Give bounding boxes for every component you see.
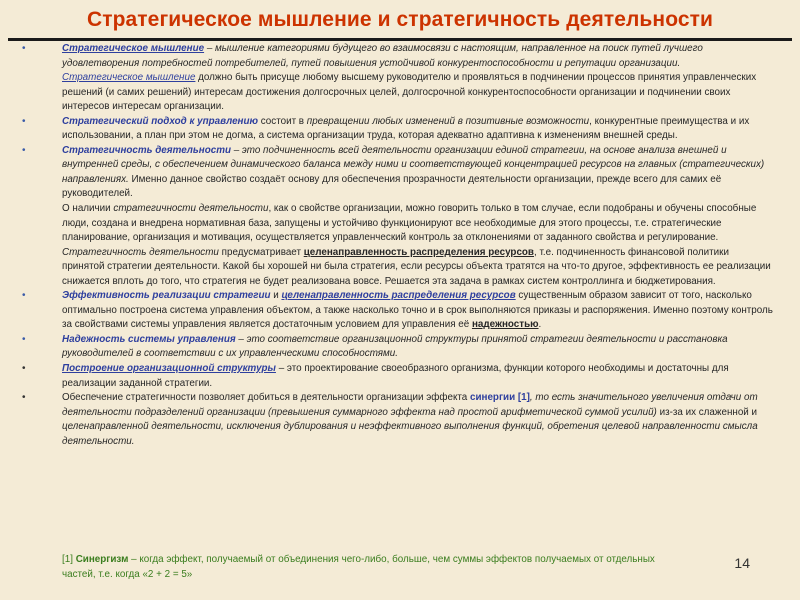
term: Стратегичность деятельности <box>62 144 231 156</box>
definition: – это соответствие организационной структуры принятой стратегии деятельности и расстановка руководителей в соответствии с их управленческими способностями. <box>62 333 728 360</box>
text: О наличии <box>62 203 114 215</box>
paragraph <box>62 333 774 362</box>
paragraph <box>62 391 774 449</box>
text: превращении любых изменений в позитивные возможности <box>306 115 590 127</box>
term: Стратегический подход к управлению <box>62 115 259 127</box>
term: Построение организационной структуры <box>62 363 276 375</box>
bullet-icon: • <box>22 115 26 127</box>
bullet-icon: • <box>22 333 26 345</box>
text: целенаправленность распределения ресурсов <box>303 246 534 258</box>
paragraph <box>62 115 774 144</box>
footnote-text: – когда эффект, получаемый от объединения чего-либо, больше, чем суммы эффектов получаемых от отдельных частей, т.е. когда «2 + 2 = 5» <box>62 554 655 580</box>
text: предусматривает <box>218 246 304 258</box>
bullet-icon: • <box>22 290 26 302</box>
text: Стратегичность деятельности <box>62 246 219 258</box>
text: состоит в <box>258 115 307 127</box>
text: – это проектирование своеобразного организма, функции которого необходимы и достаточны для реализации заданной стратегии. <box>62 363 729 389</box>
footnote-ref: [1] <box>62 554 76 565</box>
bullet-icon: • <box>22 363 26 375</box>
list-item <box>22 115 774 144</box>
bullet-icon: • <box>22 392 26 404</box>
list-item <box>22 144 774 289</box>
paragraph <box>62 71 774 115</box>
text: должно быть присуще любому высшему руководителю и проявляться в подчинении процессов принятия управленческих решений (и самих решений) интересам достижения долгосрочных целей, долгосрочной конкурентоспособности организации и подчинении своих интересов интересам организации. <box>62 72 757 113</box>
term: Стратегическое мышление <box>62 72 196 84</box>
title-divider <box>8 38 792 41</box>
text: , как о свойстве организации, можно говорить только в том случае, если подобраны и обучены способные люди, создана и внедрена нормативная база, запущены и устойчиво функционируют все необходимые для этого процессы, т.е. стратегические планирование, организация и мотивация, осуществляется управленческий контроль за отклонениями от заданного свойства и регулирование. <box>62 203 757 244</box>
term: целенаправленность распределения ресурсов <box>281 290 516 302</box>
definition: – это подчиненность всей деятельности организации единой стратегии, на основе анализа внешней и внутренней среды, с обеспечением динамического баланса между ними и соответствующей концентрацией ресурсов на главных (стратегических) направлениях. <box>62 144 765 185</box>
paragraph <box>62 144 774 202</box>
text: из-за их слаженной и <box>656 406 758 418</box>
paragraph <box>62 289 774 333</box>
paragraph <box>62 246 774 290</box>
footnote <box>62 553 682 582</box>
list-item <box>22 362 774 391</box>
list-item <box>22 42 774 115</box>
bullet-icon: • <box>22 144 26 156</box>
text: Именно данное свойство создаёт основу для обеспечения прозрачности деятельности организации, прежде всего для самих её руководителей. <box>62 173 722 200</box>
text: целенаправленной деятельности, исключения дублирования и неэффективного выполнения функций, обретения целевой направленности смысла деятельности. <box>62 421 758 447</box>
page-number: 14 <box>734 555 750 571</box>
paragraph <box>62 362 774 391</box>
text: существенным образом зависит от того, насколько оптимально построена система управления объектом, а также насколько точно и в срок выполняются приказы и распоряжения. Именно поэтому контроль за свойствами системы управления является достаточным условием для управления её <box>62 290 773 331</box>
text: синергии [1] <box>469 392 530 404</box>
text: надежностью <box>471 319 539 331</box>
term: Надежность системы управления <box>62 333 236 345</box>
footnote-term: Синергизм <box>75 554 129 565</box>
paragraph <box>62 42 774 71</box>
term: Эффективность реализации стратегии <box>62 290 271 302</box>
paragraph <box>62 202 774 246</box>
text: стратегичности деятельности <box>113 203 269 215</box>
text: и <box>270 290 282 302</box>
list-item <box>22 391 774 449</box>
text: Обеспечение стратегичности позволяет добиться в деятельности организации эффекта <box>62 392 470 404</box>
text: , т.е. подчиненность финансовой политики принятой стратегии деятельности. Какой бы хорошей ни была стратегия, если ресурсы объекта тратятся на что-то другое, эффективность ее реализации снижается вплоть до того, что стратегия не будет реализована вовсе. Решается эта задача в рамках систем контроллинга и бюджетирования. <box>62 246 771 287</box>
list-item <box>22 289 774 333</box>
term: Стратегическое мышление <box>62 43 205 54</box>
text: , то есть значительного увеличения отдачи от деятельности подразделений организации (превышения суммарного эффекта над простой арифметической суммой усилий) <box>62 392 758 418</box>
bullet-list <box>22 42 774 449</box>
bullet-icon: • <box>22 43 26 54</box>
text: , конкурентные преимущества и их использовании, а план при этом не догма, а система организации труда, которая адекватно адаптивна к изменениям внешней среды. <box>62 115 750 142</box>
list-item <box>22 333 774 362</box>
definition: – мышление категориями будущего во взаимосвязи с настоящим, направленное на поиск путей лучшего удовлетворения потребностей потребителей, путей повышения устойчивой конкурентоспособности и репутации организации. <box>62 43 703 69</box>
text: . <box>538 319 542 331</box>
page-title: Стратегическое мышление и стратегичность деятельности <box>86 8 714 31</box>
